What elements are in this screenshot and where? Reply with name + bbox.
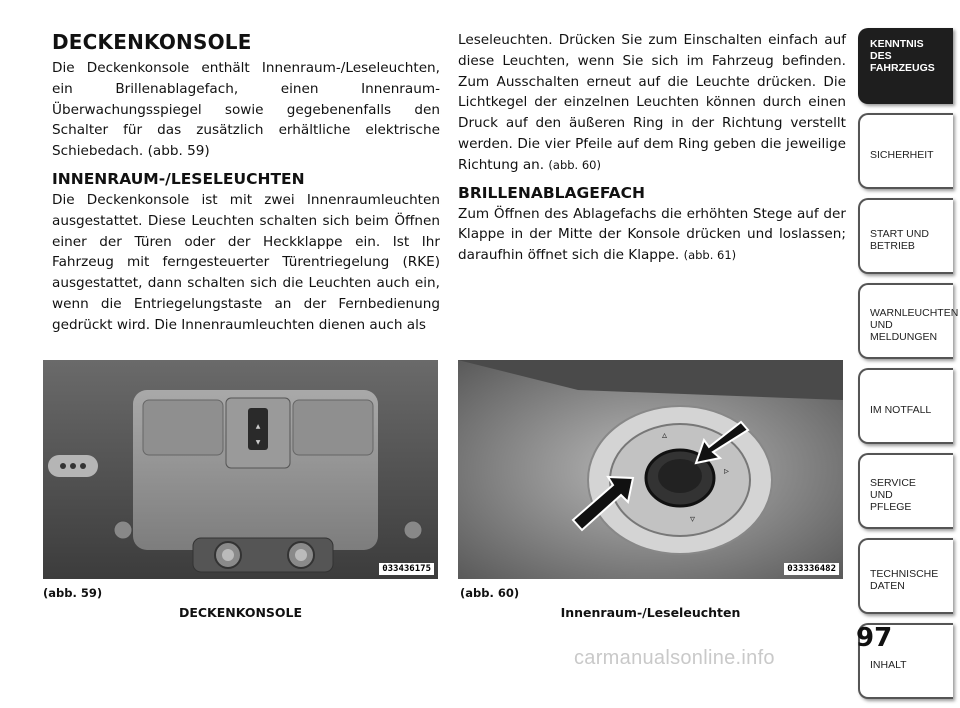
svg-text:▹: ▹ xyxy=(724,466,730,477)
tab-label: START UND BETRIEB xyxy=(870,228,929,252)
subsection-heading: INNENRAUM-/LESELEUCHTEN xyxy=(52,169,305,188)
figure-reference-label: (abb. 59) xyxy=(43,586,103,600)
figure-reference-label: (abb. 60) xyxy=(460,586,520,600)
figure-reference: (abb. 60) xyxy=(548,157,601,172)
figure-caption: DECKENKONSOLE xyxy=(178,605,303,620)
svg-text:▵: ▵ xyxy=(662,430,668,441)
tab-label: KENNTNIS DES FAHRZEUGS xyxy=(870,38,935,74)
tab-label: INHALT xyxy=(870,659,907,671)
continued-text: Leseleuchten. Drücken Sie zum Einschalten einfach auf diese Leuchten, wenn Sie sich im Fahrzeug befinden. Zum Ausschalten erneut auf die Leuchte drücken. Die Lichtkegel der einzelnen Leuchten können durch einen Druck auf den äußeren Ring in der Richtung verstellt werden. Die vier Pfeile auf dem Ring geben die jeweilige Richtung an. xyxy=(458,32,846,173)
tab-kenntnis-des-fahrzeugs[interactable] xyxy=(858,28,953,104)
chapter-tabs xyxy=(858,28,960,708)
figure-caption: Innenraum-/Leseleuchten xyxy=(560,605,741,620)
reading-lamp-photo xyxy=(458,360,843,579)
reading-lamp-illustration xyxy=(458,360,843,579)
body-paragraph xyxy=(458,204,846,266)
body-paragraph: Die Deckenkonsole ist mit zwei Innenraumleuchten ausgestattet. Diese Leuchten schalten sich beim Öffnen einer der Türen oder der Heckklappe ein. Ist Ihr Fahrzeug mit ferngesteuerter Türentriegelung (RKE) ausgestattet, dann schalten sich die Leuchten auch ein, wenn die Entriegelungstaste an der Fernbedienung gedrückt wird. Die Innenraumleuchten dienen auch als xyxy=(52,191,440,333)
svg-text:▲: ▲ xyxy=(255,423,261,430)
intro-paragraph xyxy=(52,58,440,162)
tab-label: SICHERHEIT xyxy=(870,149,934,161)
tab-start-und-betrieb[interactable] xyxy=(858,198,953,274)
figure-reference: (abb. 59) xyxy=(147,143,210,160)
page-number: 97 xyxy=(856,623,893,653)
right-column xyxy=(458,30,846,266)
tab-label: SERVICE UND PFLEGE xyxy=(870,477,916,513)
figure-reference: (abb. 61) xyxy=(683,248,737,263)
section-heading: DECKENKONSOLE xyxy=(52,30,252,54)
image-code: 033436175 xyxy=(379,563,434,575)
overhead-console-illustration xyxy=(43,360,438,579)
tab-service-und-pflege[interactable] xyxy=(858,453,953,529)
tab-warnleuchten[interactable] xyxy=(858,283,959,359)
overhead-console-photo xyxy=(43,360,438,579)
tab-technische-daten[interactable] xyxy=(858,538,953,614)
subsection-heading: BRILLENABLAGEFACH xyxy=(458,183,645,202)
left-column xyxy=(52,30,440,336)
watermark: carmanualsonline.info xyxy=(574,647,775,669)
image-code: 033336482 xyxy=(784,563,839,575)
tab-label: WARNLEUCHTEN UND MELDUNGEN xyxy=(870,307,959,343)
tab-label: IM NOTFALL xyxy=(870,404,932,416)
tab-label: TECHNISCHE DATEN xyxy=(870,568,939,592)
tab-im-notfall[interactable] xyxy=(858,368,953,444)
tab-sicherheit[interactable] xyxy=(858,113,953,189)
intro-text: Die Deckenkonsole enthält Innenraum-/Leseleuchten, ein Brillenablagefach, einen Innenraum-Überwachungsspiegel sowie gegebenenfalls den Schalter für das zusätzlich erhältliche elektrische Schiebedach. xyxy=(52,60,440,160)
svg-text:▼: ▼ xyxy=(255,439,261,446)
continued-paragraph xyxy=(458,30,846,176)
body-text: Zum Öffnen des Ablagefachs die erhöhten Stege auf der Klappe in der Mitte der Konsole drücken und loslassen; daraufhin öffnet sich die Klappe. xyxy=(458,205,846,264)
svg-text:▿: ▿ xyxy=(690,514,696,525)
